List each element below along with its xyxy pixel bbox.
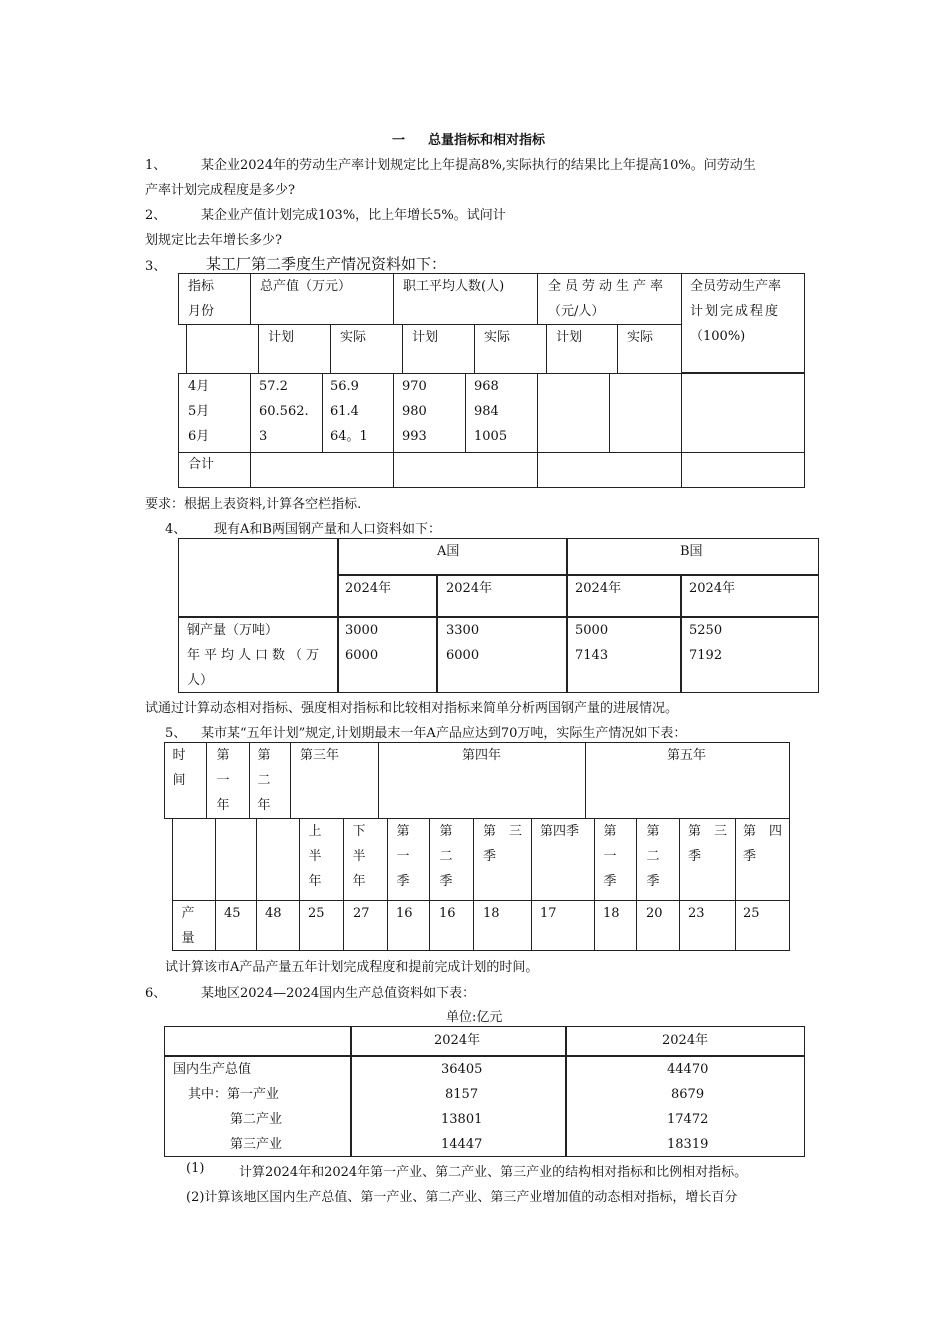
q5-cell: 18 [483,906,500,921]
q6-sub1-number: (1) [186,1161,205,1176]
q3-h-prod: 全员劳动生产率 [548,279,668,294]
q4-country-a: A国 [437,544,460,559]
q3-month: 4月 [188,379,210,394]
q1-line1: 某企业2024年的劳动生产率计划规定比上年提高8%,实际执行的结果比上年提高10%。问劳动生 [201,158,756,173]
q5-cell: 48 [265,906,282,921]
q3-h-output: 总产值（万元） [260,279,352,294]
q5-h-half2: 下半年 [352,824,366,889]
q5-h-year4: 第四年 [462,748,502,763]
q6-year: 2024年 [662,1033,709,1048]
q4-cell: 7192 [689,648,723,663]
q6-sub2: (2)计算该地区国内生产总值、第一产业、第二产业、第三产业增加值的动态相对指标，增长百分 [186,1190,738,1205]
q5-cell: 16 [439,906,456,921]
q3-intro: 某工厂第二季度生产情况资料如下： [206,255,447,273]
q4-cell: 7143 [575,648,609,663]
q3-h-comp1: 全员劳动生产率 [690,279,782,294]
q3-cell: 56.9 [330,379,359,394]
q5-h-q4: 第四季 [540,824,580,839]
q4-intro: 现有A和B两国钢产量和人口资料如下： [214,522,441,537]
q4-row-steel: 钢产量（万吨） [187,623,279,638]
q3-cell: 970 [402,379,427,394]
q3-cell: 64。1 [330,429,368,444]
q5-intro: 某市某“五年计划”规定,计划期最末一年A产品应达到70万吨，实际生产情况如下表： [201,726,687,741]
q3-requirement: 要求：根据上表资料,计算各空栏指标. [145,497,362,512]
q3-h-actual: 实际 [340,330,367,345]
q3-h-plan: 计划 [556,330,583,345]
q5-h-q2: 第二季 [439,824,453,889]
q3-cell: 60.562. [259,404,309,419]
q5-cell: 27 [353,906,370,921]
q3-h-plan: 计划 [412,330,439,345]
q3-h-month: 月份 [188,304,215,319]
q5-note: 试计算该市A产品产量五年计划完成程度和提前完成计划的时间。 [165,960,539,975]
q4-year: 2024年 [575,581,622,596]
section-title: 总量指标和相对指标 [428,133,546,148]
q5-row-label: 产量 [181,906,195,946]
q3-h-prod-unit: （元/人） [548,304,605,319]
q6-cell: 36405 [441,1062,483,1077]
q4-year: 2024年 [345,581,392,596]
q3-total-label: 合计 [188,457,215,472]
q4-note: 试通过计算动态相对指标、强度相对指标和比较相对指标来简单分析两国钢产量的进展情况。 [145,701,679,716]
q3-h-comp3: （100%) [690,329,746,344]
q3-cell: 1005 [474,429,508,444]
q4-cell: 3000 [345,623,379,638]
q2-line1: 某企业产值计划完成103%，比上年增长5%。试问计 [201,208,506,223]
q5-cell: 25 [743,906,760,921]
q5-h-year5: 第五年 [667,748,707,763]
q6-year: 2024年 [434,1033,481,1048]
q6-cell: 14447 [441,1137,483,1152]
q4-cell: 5250 [689,623,723,638]
q5-cell: 18 [603,906,620,921]
q3-h-indicator: 指标 [188,279,215,294]
q5-cell: 17 [540,906,557,921]
q4-row-pop: 年平均人口数（万 [187,648,324,663]
q6-sub1: 计算2024年和2024年第一产业、第二产业、第三产业的结构相对指标和比例相对指标。 [239,1165,748,1180]
q5-cell: 16 [396,906,413,921]
q4-row-pop-cont: 人） [187,673,214,688]
q6-cell: 44470 [667,1062,709,1077]
q4-cell: 6000 [345,648,379,663]
q6-row-label: 国内生产总值 [173,1062,252,1077]
q3-month: 6月 [188,429,210,444]
q6-cell: 8157 [445,1087,479,1102]
q6-cell: 18319 [667,1137,709,1152]
q3-cell: 980 [402,404,427,419]
q3-h-staff: 职工平均人数(人) [403,279,505,294]
q5-number: 5、 [165,726,187,741]
q3-number: 3、 [145,259,167,274]
q4-year: 2024年 [446,581,493,596]
q3-cell: 3 [259,429,268,444]
q5-h-q1: 第一季 [396,824,410,889]
q5-cell: 23 [688,906,705,921]
q5-h-y5q3: 第 三季 [688,824,728,864]
q6-intro: 某地区2024—2024国内生产总值资料如下表： [201,986,476,1001]
q1-line2: 产率计划完成程度是多少? [145,183,295,198]
q3-cell: 993 [402,429,427,444]
q3-cell: 984 [474,404,499,419]
q5-cell: 45 [224,906,241,921]
q4-country-b: B国 [680,544,703,559]
q3-cell: 57.2 [259,379,288,394]
q3-month: 5月 [188,404,210,419]
q4-cell: 6000 [446,648,480,663]
q5-h-year1: 第一年 [216,748,230,813]
q5-h-year2: 第二年 [257,748,271,813]
q3-cell: 61.4 [330,404,359,419]
q5-cell: 25 [308,906,325,921]
q4-number: 4、 [165,522,187,537]
q6-unit: 单位:亿元 [446,1010,503,1025]
q3-h-actual: 实际 [484,330,511,345]
q5-h-time: 时间 [172,748,186,788]
q5-h-q3: 第 三季 [483,824,523,864]
q2-number: 2、 [145,208,167,223]
q4-cell: 3300 [446,623,480,638]
section-number: 一 [392,133,406,148]
q3-h-comp2: 计划完成程度 [690,304,781,319]
q6-number: 6、 [145,986,167,1001]
q5-h-half1: 上半年 [308,824,322,889]
q5-h-y5q1: 第一季 [603,824,617,889]
q4-cell: 5000 [575,623,609,638]
q6-row-label: 第三产业 [230,1137,283,1152]
q3-cell: 968 [474,379,499,394]
q5-cell: 20 [646,906,663,921]
q5-h-year3: 第三年 [300,748,340,763]
q1-number: 1、 [145,158,167,173]
q3-h-actual: 实际 [627,330,654,345]
q3-h-plan: 计划 [268,330,295,345]
q6-row-label: 其中：第一产业 [188,1087,280,1102]
q6-cell: 17472 [667,1112,709,1127]
q6-cell: 8679 [671,1087,705,1102]
q5-h-y5q2: 第二季 [646,824,660,889]
q5-h-y5q4: 第 四季 [743,824,783,864]
q6-row-label: 第二产业 [230,1112,283,1127]
q2-line2: 划规定比去年增长多少? [145,233,282,248]
q4-year: 2024年 [689,581,736,596]
q6-cell: 13801 [441,1112,483,1127]
